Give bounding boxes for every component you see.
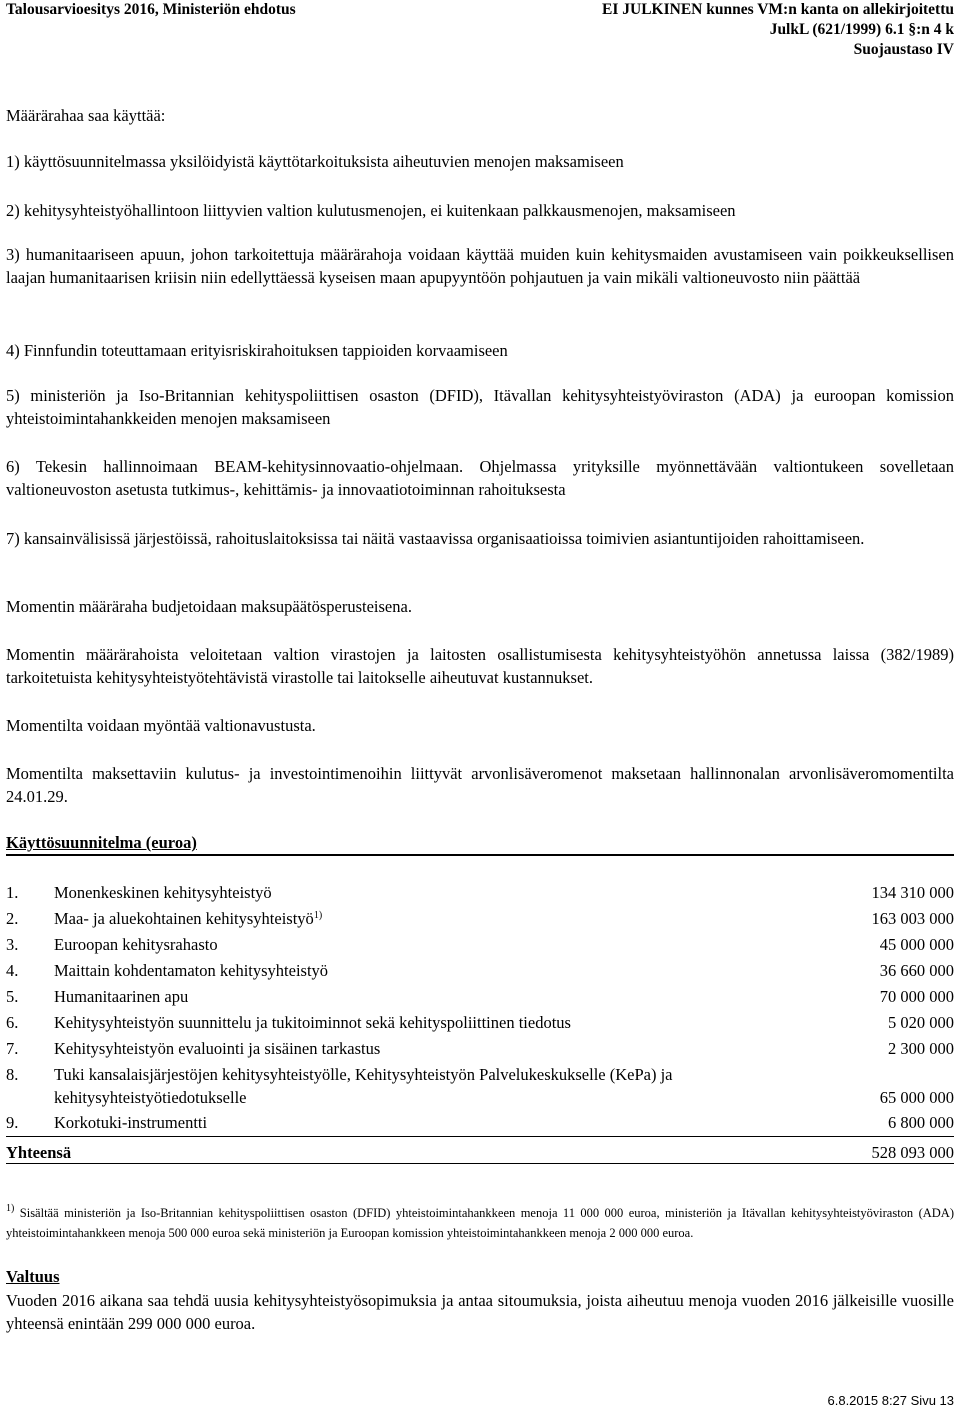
- paragraph: Momentilta voidaan myöntää valtionavustusta.: [6, 716, 316, 735]
- document-page: [6, 0, 954, 1408]
- table-row: [6, 1108, 954, 1134]
- footnote-marker: 1): [313, 910, 323, 921]
- row-label: Maittain kohdentamaton kehitysyhteistyö: [54, 961, 329, 980]
- table-row: [6, 982, 954, 1008]
- total-top-rule: [6, 1136, 954, 1137]
- row-number: 1.: [6, 883, 19, 902]
- table-row: [6, 1008, 954, 1034]
- page-header: [6, 0, 954, 64]
- table-row: [6, 904, 954, 930]
- valtuus-title: Valtuus: [6, 1267, 60, 1286]
- row-label: Kehitysyhteistyön suunnittelu ja tukitoiminnot sekä kehityspoliittinen tiedotus: [54, 1013, 571, 1032]
- footnote-marker: 1): [6, 1203, 15, 1214]
- row-label: Kehitysyhteistyön evaluointi ja sisäinen tarkastus: [54, 1039, 381, 1058]
- table-row: [6, 956, 954, 982]
- row-label: Humanitaarinen apu: [54, 987, 189, 1006]
- row-number: 3.: [6, 935, 19, 954]
- row-label-wrap: [54, 907, 804, 930]
- paragraph: Momentin määrärahoista veloitetaan valtion virastojen ja laitosten osallistumisesta kehitysyhteistyöhön annetussa laissa (382/1989) tarkoitetuista kehitysyhteistyötehtävistä virastolle tai laitokselle aiheutuvat kustannukset.: [6, 645, 954, 687]
- row-number: 6.: [6, 1013, 19, 1032]
- row-amount: 134 310 000: [871, 883, 954, 902]
- row-label: Maa- ja aluekohtainen kehitysyhteistyö: [54, 909, 314, 928]
- use-item: 5) ministeriön ja Iso-Britannian kehityspoliittisen osaston (DFID), Itävallan kehitysyhteistyöviraston (ADA) ja euroopan komission yhteistoimintahankkeiden menojen maksamiseen: [6, 386, 954, 428]
- use-item: 2) kehitysyhteistyöhallintoon liittyvien valtion kulutusmenojen, ei kuitenkaan palkkausmenojen, maksamiseen: [6, 201, 736, 220]
- use-item: 1) käyttösuunnitelmassa yksilöidyistä käyttötarkoituksista aiheutuvien menojen maksamiseen: [6, 152, 624, 171]
- footnote-text: Sisältää ministeriön ja Iso-Britannian kehityspoliittisen osaston (DFID) yhteistoimintahankkeen menoja 11 000 000 euroa, ministeriön ja Itävallan kehitysyhteistyöviraston (ADA) yhteistoimintahankkeen menoja 500 000 euroa sekä ministeriön ja Euroopan komission yhteistoimintahankkeen menoja 2 000 000 euroa.: [6, 1206, 955, 1240]
- header-title: Talousarvioesitys 2016, Ministeriön ehdotus: [6, 1, 296, 18]
- valtuus-text: Vuoden 2016 aikana saa tehdä uusia kehitysyhteistyösopimuksia ja antaa sitoumuksia, joista aiheutuu menoja vuoden 2016 jälkeisille vuosille yhteensä enintään 299 000 000 euroa.: [6, 1291, 954, 1333]
- row-number: 2.: [6, 909, 19, 928]
- total-label: Yhteensä: [6, 1143, 72, 1162]
- row-label: Korkotuki-instrumentti: [54, 1113, 208, 1132]
- table-row: [6, 878, 954, 904]
- header-classification: [602, 0, 954, 60]
- footnote: [6, 1203, 954, 1243]
- row-number: 9.: [6, 1113, 19, 1132]
- intro-text: Määrärahaa saa käyttää:: [6, 106, 166, 125]
- row-amount: 5 020 000: [888, 1013, 954, 1032]
- budget-table: [6, 878, 954, 1134]
- row-label: Tuki kansalaisjärjestöjen kehitysyhteistyölle, Kehitysyhteistyön Palvelukeskukselle (KePa) ja kehitysyhteistyötiedotukselle: [54, 1065, 673, 1107]
- use-item: 6) Tekesin hallinnoimaan BEAM-kehitysinnovaatio-ohjelmaan. Ohjelmassa yrityksille myönnettävään valtiontukeen sovelletaan valtioneuvoston asetusta tutkimus-, kehittämis- ja innovaatiotoiminnan rahoituksesta: [6, 457, 954, 499]
- classification-line: EI JULKINEN kunnes VM:n kanta on allekirjoitettu: [602, 1, 954, 18]
- row-label: Monenkeskinen kehitysyhteistyö: [54, 883, 272, 902]
- use-item: 7) kansainvälisissä järjestöissä, rahoituslaitoksissa tai näitä vastaavissa organisaatioissa toimivien asiantuntijoiden rahoittamiseen.: [6, 529, 865, 548]
- table-row: [6, 930, 954, 956]
- paragraph: Momentin määräraha budjetoidaan maksupäätösperusteisena.: [6, 597, 412, 616]
- row-amount: 6 800 000: [888, 1113, 954, 1132]
- row-number: 8.: [6, 1065, 19, 1084]
- row-amount: 163 003 000: [871, 909, 954, 928]
- classification-line: Suojaustaso IV: [853, 41, 954, 58]
- table-top-rule: [6, 854, 954, 856]
- total-row: [6, 1138, 954, 1164]
- classification-line: JulkL (621/1999) 6.1 §:n 4 k: [769, 21, 954, 38]
- budget-title: Käyttösuunnitelma (euroa): [6, 833, 197, 852]
- table-row: [6, 1060, 954, 1108]
- table-row: [6, 1034, 954, 1060]
- total-amount: 528 093 000: [871, 1143, 954, 1162]
- row-number: 4.: [6, 961, 19, 980]
- row-number: 5.: [6, 987, 19, 1006]
- row-amount: 45 000 000: [879, 935, 954, 954]
- page-footer: 6.8.2015 8:27 Sivu 13: [827, 1393, 954, 1408]
- row-amount: 65 000 000: [879, 1088, 954, 1107]
- use-item: 3) humanitaariseen apuun, johon tarkoitettuja määrärahoja voidaan käyttää muiden kuin kehitysmaiden avustamiseen vain poikkeuksellisen laajan humanitaarisen kriisin niin edellyttäessä kyseisen maan apupyyntöön pohjautuen ja vain mikäli valtioneuvosto niin päättää: [6, 245, 954, 287]
- use-item: 4) Finnfundin toteuttamaan erityisriskirahoituksen tappioiden korvaamiseen: [6, 341, 508, 360]
- row-amount: 36 660 000: [879, 961, 954, 980]
- row-label: Euroopan kehitysrahasto: [54, 935, 218, 954]
- row-amount: 70 000 000: [879, 987, 954, 1006]
- row-amount: 2 300 000: [888, 1039, 954, 1058]
- row-number: 7.: [6, 1039, 19, 1058]
- paragraph: Momentilta maksettaviin kulutus- ja investointimenoihin liittyvät arvonlisäveromenot maksetaan hallinnonalan arvonlisäveromomentilta 24.01.29.: [6, 764, 954, 806]
- table-bottom-rule: [6, 1163, 954, 1164]
